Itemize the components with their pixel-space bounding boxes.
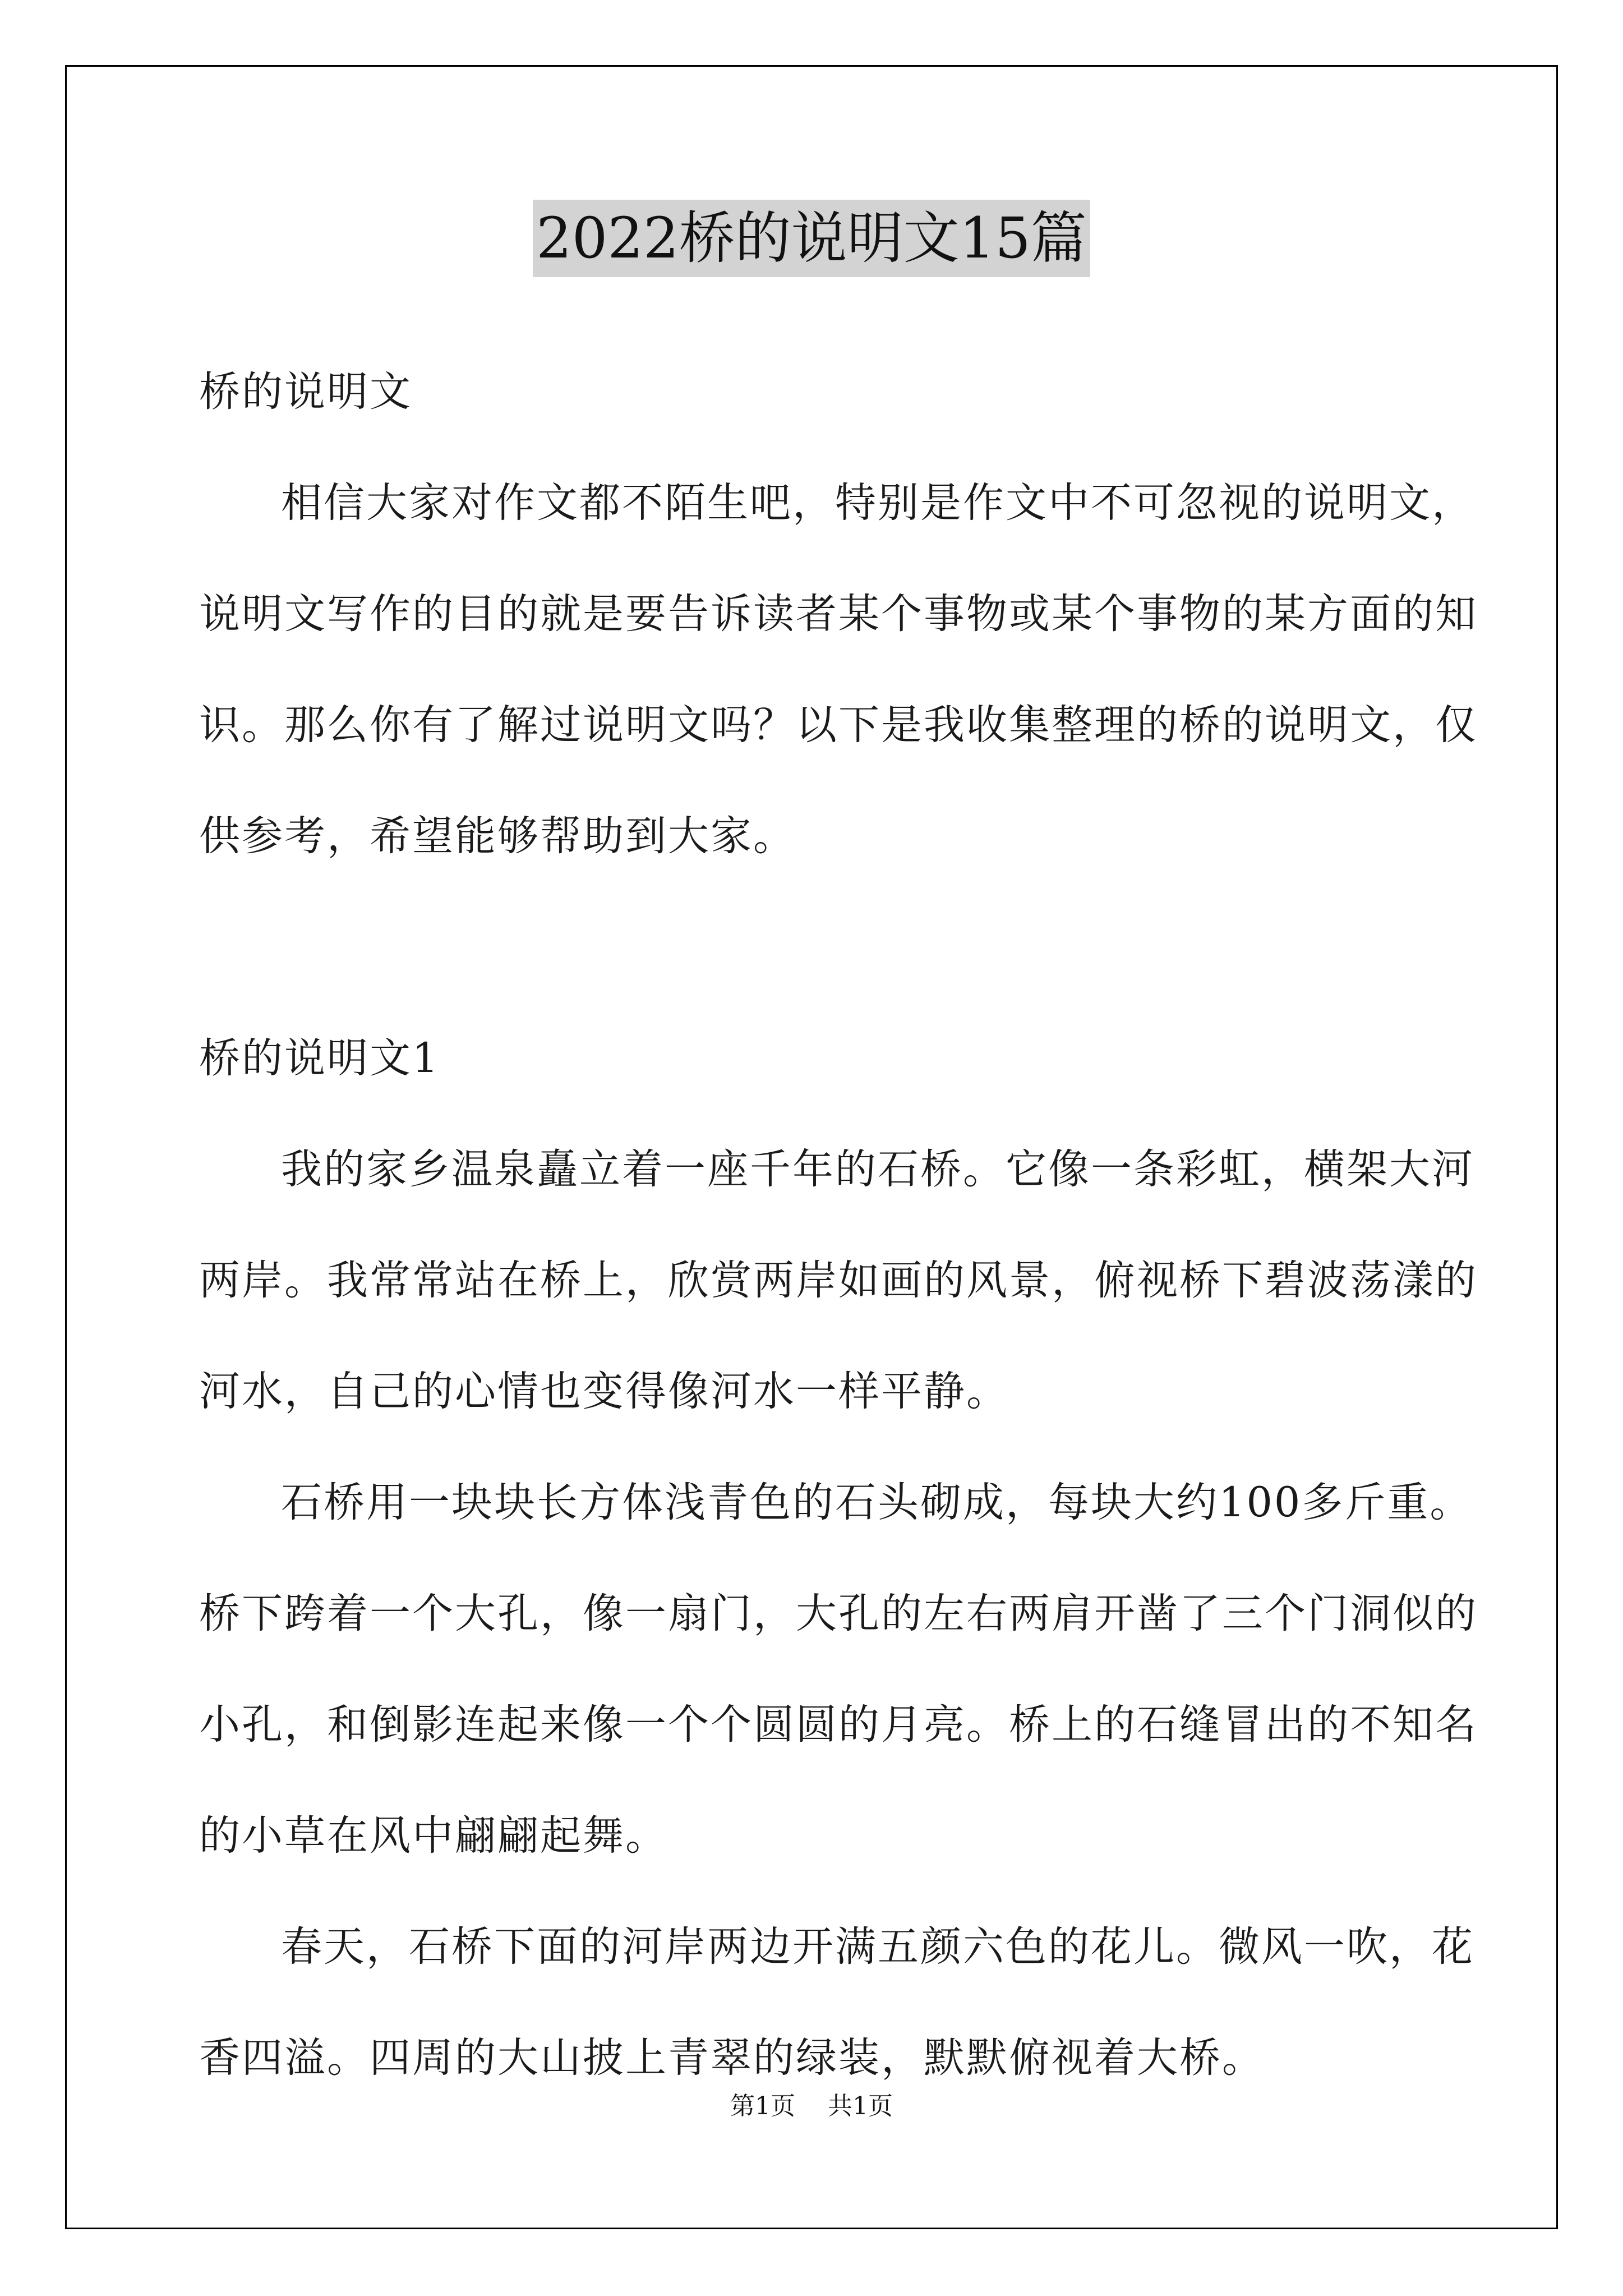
- paragraph-line: 识。那么你有了解过说明文吗？以下是我收集整理的桥的说明文，仅: [199, 701, 1478, 749]
- paragraph-line: 河水，自己的心情也变得像河水一样平静。: [199, 1368, 1009, 1415]
- paragraph-line: 两岸。我常常站在桥上，欣赏两岸如画的风景，俯视桥下碧波荡漾的: [199, 1257, 1478, 1304]
- document-title: 2022桥的说明文15篇: [533, 200, 1090, 277]
- page-total: 共1页: [828, 2092, 893, 2120]
- paragraph-line: 桥下跨着一个大孔，像一扇门，大孔的左右两肩开凿了三个门洞似的: [199, 1590, 1478, 1637]
- page-footer: [0, 2090, 1623, 2123]
- document-body: [199, 337, 1478, 2114]
- paragraph-line: 供参考，希望能够帮助到大家。: [199, 812, 796, 860]
- paragraph-line: 的小草在风中翩翩起舞。: [199, 1812, 668, 1860]
- paragraph-line: 我的家乡温泉矗立着一座千年的石桥。它像一条彩虹，横架大河: [281, 1145, 1474, 1193]
- paragraph-line: 说明文写作的目的就是要告诉读者某个事物或某个事物的某方面的知: [199, 590, 1478, 638]
- paragraph-line: 石桥用一块块长方体浅青色的石头砌成，每块大约100多斤重。: [281, 1479, 1473, 1526]
- paragraph-line: 春天，石桥下面的河岸两边开满五颜六色的花儿。微风一吹，花: [281, 1923, 1474, 1971]
- paragraph-line: 相信大家对作文都不陌生吧，特别是作文中不可忽视的说明文，: [281, 479, 1474, 527]
- section-heading: 桥的说明文1: [199, 1034, 440, 1082]
- section-heading: 桥的说明文: [199, 368, 412, 416]
- title-wrap: [0, 200, 1623, 277]
- paragraph-line: 香四溢。四周的大山披上青翠的绿装，默默俯视着大桥。: [199, 2034, 1265, 2082]
- paragraph-line: 小孔，和倒影连起来像一个个圆圆的月亮。桥上的石缝冒出的不知名: [199, 1701, 1478, 1749]
- page-number: 第1页: [730, 2092, 795, 2120]
- section-gap: [199, 892, 1433, 1003]
